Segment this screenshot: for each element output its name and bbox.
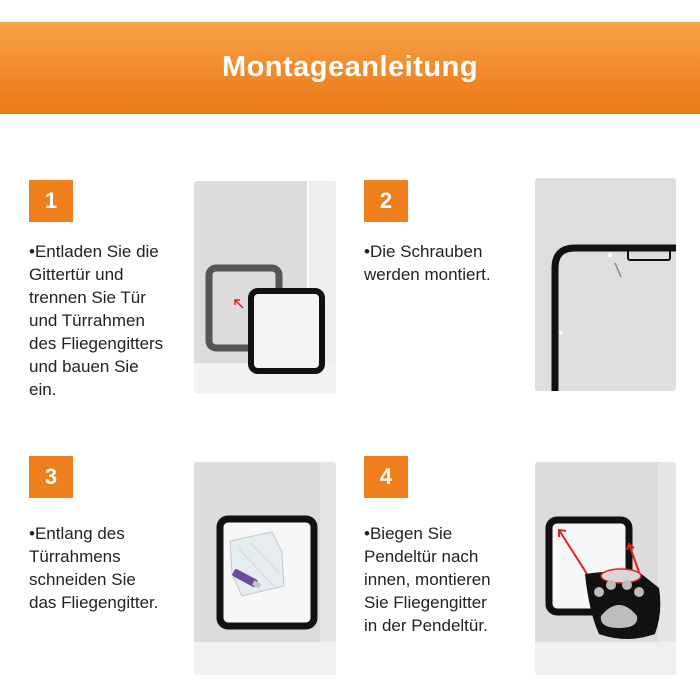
step-instruction: •Biegen Sie Pendeltür nach innen, montieren Sie Fliegengitter in der Pendeltür. bbox=[364, 524, 491, 635]
step-number-badge: 3 bbox=[29, 456, 73, 498]
frame-separate-illustration bbox=[194, 181, 336, 394]
header-banner bbox=[0, 22, 700, 114]
page-title: Montageanleitung bbox=[221, 51, 479, 83]
step-instruction: •Entlang des Türrahmens schneiden Sie das Fliegengitter. bbox=[29, 524, 159, 612]
screw-mounting-illustration bbox=[535, 178, 676, 391]
step-instruction: •Die Schrauben werden montiert. bbox=[364, 242, 491, 284]
swing-door-illustration bbox=[535, 462, 676, 675]
step-instruction: •Entladen Sie die Gittertür und trennen Sie Tür und Türrahmen des Fliegengitters und bauen Sie ein. bbox=[29, 242, 164, 399]
step-number-badge: 4 bbox=[364, 456, 408, 498]
step-number-badge: 2 bbox=[364, 180, 408, 222]
cut-mesh-illustration bbox=[194, 462, 336, 675]
step-number-badge: 1 bbox=[29, 180, 73, 222]
